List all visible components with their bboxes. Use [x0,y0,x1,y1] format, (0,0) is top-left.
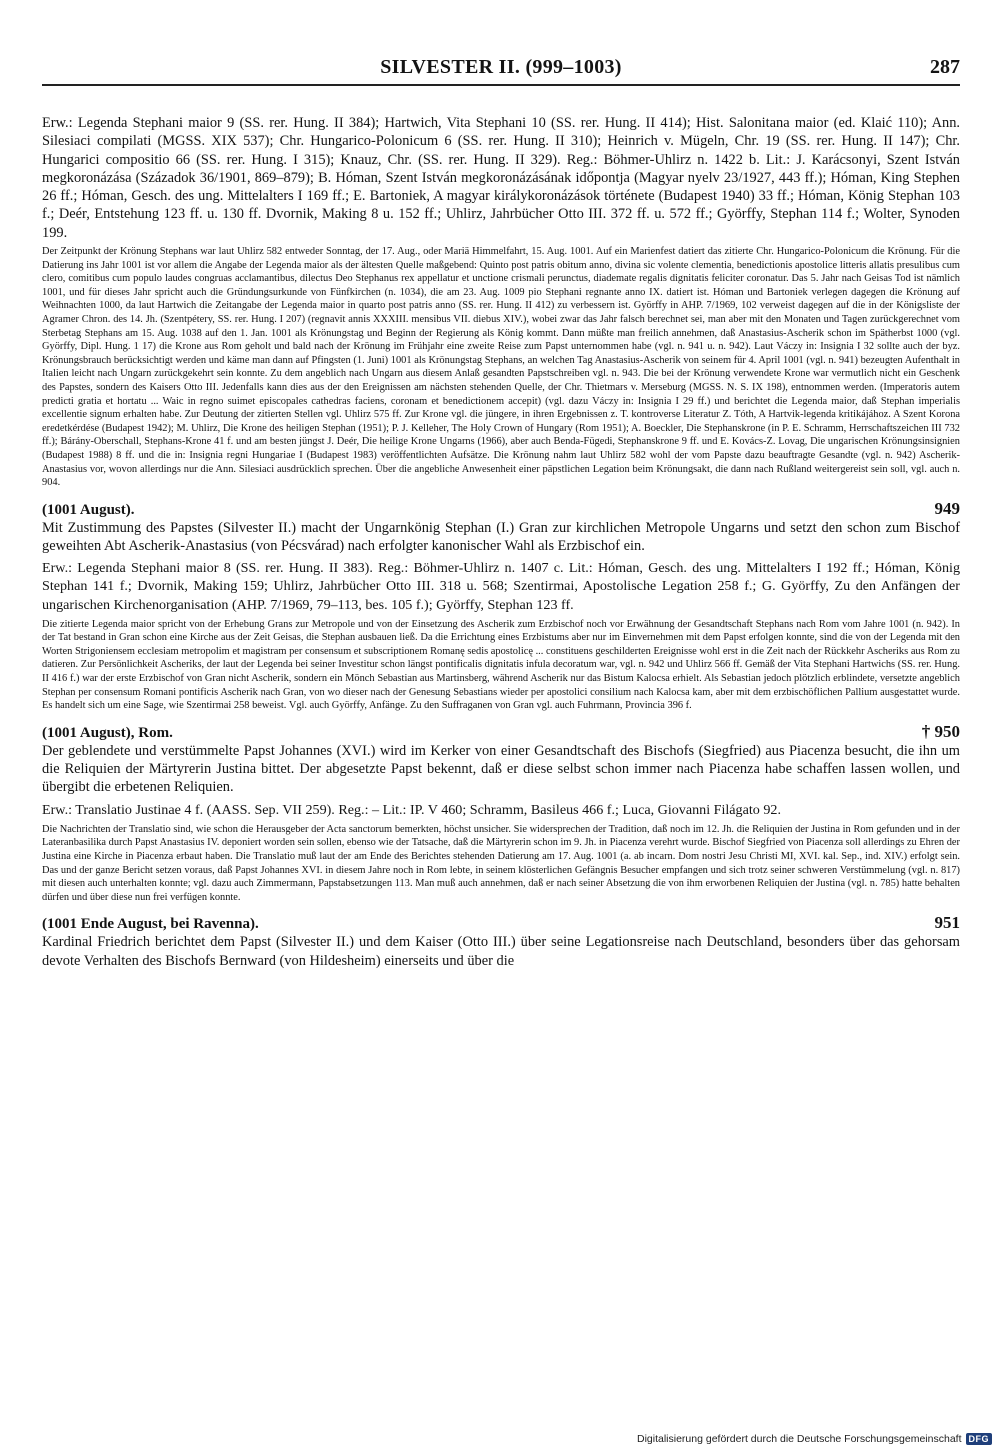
running-title: SILVESTER II. (999–1003) [380,56,622,78]
entry-date: (1001 August), Rom. [42,724,173,741]
entry-references: Erw.: Legenda Stephani maior 8 (SS. rer. Hung. II 383). Reg.: Böhmer-Uhlirz n. 1407 c. Lit.: Hóman, Gesch. des ung. Mittelalters I 192 ff.; Hóman, König Stephan 141 f.; Dvornik, Making 159; Uhlirz, Jahrbücher Otto III. 318 u. 568; Szentirmai, Apostolische Legation 258 f.; G. Györffy, Zu den Anfängen der ungarischen Kirchenorganisation (AHP. 7/1969, 79–113, bes. 105 f.); Györffy, Stephan 123 ff. [42,560,960,613]
dfg-logo-icon[interactable]: DFG [966,1433,993,1445]
digitization-footer [637,1433,992,1445]
entry-commentary: Die Nachrichten der Translatio sind, wie schon die Herausgeber der Acta sanctorum bemerkten, höchst unsicher. Sie widersprechen der Tradition, daß noch im 12. Jh. die Reliquien der Justina in Rom gefunden und in der Lateranbasilika durch Papst Anastasius IV. deponiert worden sein sollen, ebenso wie der Tatsache, daß die Märtyrerin schon im 9. Jh. in Piacenza verehrt wurde. Bischof Siegfried von Piacenza soll allerdings zu Ehren der Justina eine Kirche in Piacenza erbaut haben. Die Translatio muß laut der am Ende des Berichtes stehenden Datierung am 17. Aug. 1001 (a. ab incarn. Dom nostri Jesu Christi MI, XVI. kal. Sep., ind. XIV.) erfolgt sein. Das und der ganze Bericht setzen voraus, daß Papst Johannes XVI. in diesem Jahre noch in Rom lebte, in seinem klösterlichen Gefängnis Besucher empfangen und sich trotz seiner schweren Verstümmelung (vgl. n. 817) mit diesen auch unterhalten konnte; vgl. dazu auch Zimmermann, Papstabsetzungen 113. Man muß auch annehmen, daß er nach seiner Absetzung die von ihm erworbenen Reliquien der Justina (vgl. n. 785) hatte behalten dürfen und über diese nun frei verfügen konnte. [42,823,960,903]
entry-regest: Mit Zustimmung des Papstes (Silvester II.) macht der Ungarnkönig Stephan (I.) Gran zur kirchlichen Metropole Ungarns und setzt den schon zum Bischof geweihten Abt Ascherik-Anastasius (von Pécsvárad) nach erfolgter kanonischer Wahl als Erzbischof ein. [42,519,960,555]
entry-regest: Der geblendete und verstümmelte Papst Johannes (XVI.) wird im Kerker von einer Gesandtschaft des Bischofs (Siegfried) aus Piacenza besucht, die ihn um die Reliquien der Märtyrerin Justina bittet. Der abgesetzte Papst bekennt, daß er diese selbst schon immer nach Piacenza habe schaffen lassen wollen, und übergibt die erbetenen Reliquien. [42,742,960,796]
erw-block-top: Erw.: Legenda Stephani maior 9 (SS. rer. Hung. II 384); Hartwich, Vita Stephani 10 (SS. rer. Hung. II 414); Hist. Salonitana maior (ed. Klaić 110); Ann. Silesiaci compilati (MGSS. XIX 537); Chr. Hungarico-Polonicum 6 (SS. rer. Hung. II 310); Heinrich v. Mügeln, Chr. 19 (SS. rer. Hung. II 147); Chr. Hungarici compositio 66 (SS. rer. Hung. I 315); Knauz, Chr. (SS. rer. Hung. II 329). Reg.: Böhmer-Uhlirz n. 1422 b. Lit.: J. Karácsonyi, Szent István megkoronázása (Századok 36/1901, 869–879); B. Hóman, Szent István megkoronázásának időpontja (Magyar nyelv 23/1927, 443 ff.); Hóman, King Stephen 26 ff.; Hóman, Gesch. des ung. Mittelalters I 169 ff.; E. Bartoniek, A magyar királykoronázások története (Budapest 1940) 33 ff.; Hóman, König Stephan 103 f.; Deér, Entstehung 123 ff. u. 130 ff. Dvornik, Making 8 u. 152 ff.; Uhlirz, Jahrbücher Otto III. 372 ff. u. 572 ff.; Györffy, Stephan 114 f.; Wolter, Synoden 199. [42,115,960,241]
entry-regest: Kardinal Friedrich berichtet dem Papst (Silvester II.) und dem Kaiser (Otto III.) über seine Legationsreise nach Deutschland, besonders über das gehorsam devote Verhalten des Bischofs Bernward (von Hildesheim) einerseits und über die [42,934,960,969]
entry-number: 949 [934,498,960,518]
entry-number: 951 [934,913,960,933]
entry-header [42,723,960,742]
page-number: 287 [930,56,960,78]
footer-credit: Digitalisierung gefördert durch die Deutsche Forschungsgemeinschaft [636,1433,962,1445]
page-content [42,114,960,973]
entry-date: (1001 Ende August, bei Ravenna). [42,916,259,933]
entry-header [42,500,960,519]
entry-references: Erw.: Translatio Justinae 4 f. (AASS. Sep. VII 259). Reg.: – Lit.: IP. V 460; Schramm, Basileus 466 f.; Luca, Giovanni Filágato 92. [42,801,781,818]
commentary-top: Der Zeitpunkt der Krönung Stephans war laut Uhlirz 582 entweder Sonntag, der 17. Aug., oder Mariä Himmelfahrt, 15. Aug. 1001. Auf ein Marienfest datiert das zitierte Chr. Hungarico-Polonicum die Krönung. Für die Datierung ins Jahr 1001 ist vor allem die Angabe der Legenda maior als der ältesten Quelle maßgebend: Quinto post patris obitum anno, divina sic volente clementia, benedictionis apostolice litteris allatis presulibus cum clero, comitibus cum populo laudes congruas acclamantibus, dilectus Deo Stephanus rex appellatur et unctione crismali perunctus, diademate regalis dignitatis feliciter coronatur. Das 5. Jahr nach Geisas Tod ist nämlich 1001, und für dieses Jahr spricht auch die Gründungsurkunde von Fünfkirchen (n. 1034), die am 23. Aug. 1009 pio Stephani regnante anno IX. datiert ist. Hóman und Bartoniek verlegen dagegen die Krönung auf Weihnachten 1000, da laut Hartwich die Zeitangabe der Legenda maior in quarto post patris anno (SS. rer. Hung. II 412) zu verbessern ist. Györffy in AHP. 7/1969, 102 verweist dagegen auf die in der Königsliste der Agramer Chron. des 14. Jh. (Szentpétery, SS. rer. Hung. I 207) (regnavit annis XXXIII. mensibus VII. diebus XIV.), wobei zwar das Jahr falsch berechnet sei, man aber mit den Monaten und Tagen zurückgerechnet vom Sterbetag Stephans am 15. Aug. 1038 auf den 1. Jan. 1001 als Krönungstag und Beginn der Regierung als König kommt. Dann müßte man freilich annehmen, daß Anastasius-Ascherik schon im Spätherbst 1000 (vgl. Györffy, Dipl. Hung. 1 17) die Krone aus Rom geholt und bald nach der Krönung im Frühjahr eine zweite Reise zum Papst unternommen habe (vgl. n. 941 u. n. 942). Laut Váczy in: Insignia I 32 sollte auch der byz. Krönungsbrauch berücksichtigt werden und käme man dann auf Pfingsten (1. Juni) 1001 als Krönungstag Stephans, an welchen Tag Anastasius-Ascherik von seinem für 4. April 1001 (vgl. n. 941) bezeugten Aufenthalt in Italien leicht nach Ungarn zurückgekehrt sein konnte. Zu dem angeblich nach Ungarn aus diesem Anlaß gesandten Papstschreiben vgl. n. 943. Die bei der Krönung verwendete Krone war vermutlich nicht ein Geschenk des Papstes, sondern des Kaisers Otto III. Jedenfalls kann dies aus der den Ereignissen am nächsten stehenden Quelle, der Chr. Thietmars v. Merseburg (MGSS. N. S. IX 198), entnommen werden. (Imperatoris autem predicti gratia et hortatu ... Waic in regno suimet episcopales cathedras faciens, coronam et benedictionem accepit) (vgl. dazu Váczy in: Insignia I 29 ff.) und berichtet die Legenda maior, daß Stephan imperialis excellentie signum erhalten habe. Zur Deutung der zitierten Stellen vgl. Uhlirz 575 ff. Zur Krone vgl. die jüngere, in ihren Ergebnissen z. T. kontroverse Literatur Z. Tóth, A Hartvik-legenda kritikájához. A Szent Korona eredetkérdése (Budapest 1942); M. Uhlirz, Die Krone des heiligen Stephan (1951); P. J. Kelleher, The Holy Crown of Hungary (Rom 1951); A. Boeckler, Die Stephanskrone (in P. E. Schramm, Herrschaftszeichen III 732 ff.); Bárány-Oberschall, Stephans-Krone 41 f. und am besten jüngst J. Deér, Die heilige Krone Ungarns (1966), aber auch Benda-Fügedi, Stephanskrone 9 ff. und E. Kovács-Z. Lovag, Die ungarischen Krönungsinsignien (Budapest 1988) 8 ff. und die in: Insignia regni Hungariae I (Budapest 1983) veröffentlichten Aufsätze. Die Krönung nahm laut Uhlirz 582 wohl der vom Papste dazu beauftragte Gesandte (vgl. n. 942) Ascherik-Anastasius vor, wovon allerdings nur die Ann. Silesiaci ausdrücklich sprechen. Über die angebliche Anwesenheit einer päpstlichen Legation beim Krönungsakt, die dann nach Rußland weitergereist sein soll, vgl. auch n. 904. [42,246,960,489]
entry-date: (1001 August). [42,501,135,518]
entry-commentary: Die zitierte Legenda maior spricht von der Erhebung Grans zur Metropole und von der Einsetzung des Ascherik zum Erzbischof noch vor Erwähnung der Gesandtschaft Stephans nach Rom vom Jahre 1001 (n. 942). In der Tat bestand in Gran schon eine Kirche aus der Zeit Geisas, die Stephan ausbauen ließ. Da die Errichtung eines Erzbistums aber nur im Einvernehmen mit dem Papst erfolgen konnte, sind die von der Legenda mit den Worten Strigoniensem ecclesiam metropolim et magistram per consensum et subscriptionem Romanę sedis apostolicę ... constituens geschilderten Ereignisse wohl erst in die Zeit nach der Rückkehr Ascheriks aus Rom zu datieren. Zur Persönlichkeit Ascheriks, der laut der Legenda bei seiner Investitur schon längst pontificalis dignitatis infula decoratum war, vgl. n. 942 und Uhlirz 566 ff. Gemäß der Vita Stephani Hartwichs (SS. rer. Hung. II 416 f.) war der erste Erzbischof von Gran nicht Ascherik, sondern ein Mönch Sebastian aus Martinsberg, während Ascherik nur das Bistum Kalocsa erhielt. Als Sebastian jedoch plötzlich erblindete, versetzte angeblich Stephan per consensum Romani pontificis Ascherik nach Gran, von wo dieser nach der Genesung Sebastians wieder per apostolici consilium nach Kalocsa kam, aber mit dem erzbischöflichen Pallium ausgestattet wurde. Es handelt sich um eine Sage, wie Szentirmai 258 beweist. Vgl. auch Györffy, Anfänge. Zu den Suffraganen von Gran vgl. auch Fuhrmann, Provincia 396 f. [42,618,960,712]
running-head [42,54,960,86]
entry-949 [42,500,960,713]
entry-951 [42,914,960,970]
entry-number: † 950 [921,721,960,741]
entry-950 [42,723,960,905]
entry-header [42,914,960,933]
